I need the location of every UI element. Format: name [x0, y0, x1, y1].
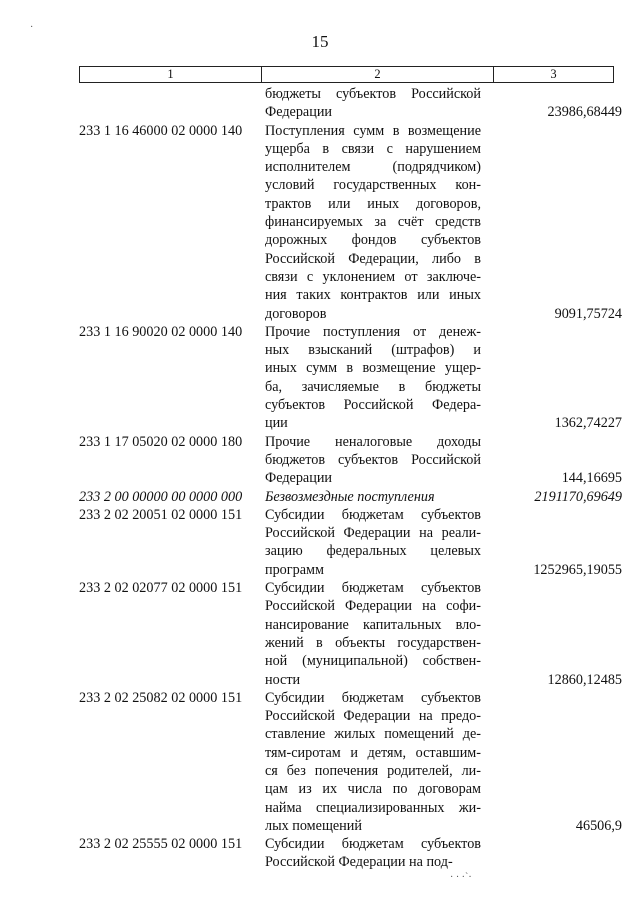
row-description-line: Субсидии бюджетам субъектов [265, 689, 481, 706]
row-description-line: зацию федеральных целевых [265, 543, 481, 560]
row-description-line: ции [265, 415, 288, 432]
row-description-line: бюджеты субъектов Российской [265, 86, 481, 102]
row-description-line: исполнителем (подрядчиком) [265, 159, 481, 176]
row-description-line: Федерации [265, 104, 333, 121]
row-code: 233 2 02 02077 02 0000 151 [79, 580, 243, 597]
row-description-line: ба, зачисляемые в бюджеты [265, 378, 481, 395]
budget-table-body [0, 85, 640, 872]
row-description-line: ния таких контрактов или иных [265, 287, 481, 304]
row-code: 233 2 02 25082 02 0000 151 [79, 689, 243, 706]
row-description-line: бюджетов субъектов Российской [265, 451, 481, 468]
row-amount: 12860,12485 [547, 671, 622, 688]
row-description [265, 323, 481, 433]
row-description [265, 835, 481, 872]
row-description-line: Российской Федерации на под- [265, 854, 453, 871]
scan-speck: · · ·`· [450, 872, 472, 883]
scan-speck: · [30, 22, 34, 33]
row-code: 233 2 00 00000 00 0000 000 [79, 488, 243, 505]
row-code: 233 1 16 90020 02 0000 140 [79, 323, 243, 340]
row-amount: 1362,74227 [554, 415, 622, 432]
row-description-line: трактов или иных договоров, [265, 195, 481, 212]
table-row [0, 579, 640, 689]
row-description [265, 689, 481, 835]
row-description-line: субъектов Российской Федера- [265, 397, 481, 414]
row-code: 233 2 02 20051 02 0000 151 [79, 506, 243, 523]
table-row [0, 835, 640, 872]
row-description-line: Субсидии бюджетам субъектов [265, 580, 481, 597]
row-description [265, 122, 481, 323]
row-description-line: Российской Федерации на реали- [265, 525, 481, 542]
row-code: 233 1 16 46000 02 0000 140 [79, 122, 243, 139]
row-description-line: условий государственных кон- [265, 177, 481, 194]
row-description-line: нансирование капитальных вло- [265, 616, 481, 633]
row-description [265, 433, 481, 488]
row-description [265, 85, 481, 122]
row-description-line: программ [265, 561, 324, 578]
row-description-line: тям-сиротам и детям, оставшим- [265, 744, 481, 761]
row-description-line: Российской Федерации на предо- [265, 708, 481, 725]
table-row [0, 433, 640, 488]
row-description-line: Российской Федерации, либо в [265, 250, 481, 267]
table-row [0, 689, 640, 835]
row-description-line: иных сумм в возмещение ущер- [265, 360, 481, 377]
row-code: 233 2 02 25555 02 0000 151 [79, 836, 243, 853]
row-description-line: Прочие неналоговые доходы [265, 433, 481, 450]
row-amount: 1252965,19055 [533, 561, 622, 578]
table-header-row [79, 66, 614, 83]
row-description-line: договоров [265, 305, 327, 322]
row-description-line: ности [265, 671, 301, 688]
header-col-amount: 3 [550, 67, 557, 81]
row-code: 233 1 17 05020 02 0000 180 [79, 433, 243, 450]
row-description-line: связи с уклонением от заключе- [265, 268, 481, 285]
row-description-line: Поступления сумм в возмещение [265, 122, 481, 139]
row-description-line: найма специализированных жи- [265, 799, 481, 816]
row-description-line: Российской Федерации на софи- [265, 598, 481, 615]
row-description-line: ных взысканий (штрафов) и [265, 342, 481, 359]
row-amount: 9091,75724 [554, 305, 622, 322]
row-description-line: финансируемых за счёт средств [265, 214, 481, 231]
row-description-line: ущерба в связи с нарушением [265, 140, 481, 157]
row-description-line: Прочие поступления от денеж- [265, 323, 481, 340]
table-row [0, 488, 640, 506]
table-row [0, 323, 640, 433]
page-number: 15 [311, 32, 329, 51]
row-description [265, 579, 481, 689]
row-amount: 46506,9 [575, 817, 622, 834]
table-row [0, 122, 640, 323]
row-amount: 23986,68449 [547, 104, 622, 121]
row-description-line: лых помещений [265, 817, 362, 834]
row-description-line: ной (муниципальной) собствен- [265, 653, 481, 670]
row-description-line: ся без попечения родителей, ли- [265, 762, 481, 779]
row-description-line: Субсидии бюджетам субъектов [265, 506, 481, 523]
table-row [0, 85, 640, 122]
row-description-line: цам из их числа по договорам [265, 781, 481, 798]
table-row [0, 506, 640, 579]
row-amount: 2191170,69649 [534, 488, 622, 505]
row-description [265, 506, 481, 579]
row-amount: 144,16695 [561, 470, 622, 487]
row-description [265, 488, 481, 506]
row-description-line: жений в объекты государствен- [265, 634, 481, 651]
row-description-line: дорожных фондов субъектов [265, 232, 481, 249]
row-description-line: ставление жилых помещений де- [265, 726, 481, 743]
row-description-line: Федерации [265, 470, 333, 487]
header-col-code: 1 [80, 67, 262, 82]
row-description-line: Субсидии бюджетам субъектов [265, 836, 481, 853]
header-col-name: 2 [262, 67, 494, 82]
row-description-line: Безвозмездные поступления [265, 488, 435, 505]
